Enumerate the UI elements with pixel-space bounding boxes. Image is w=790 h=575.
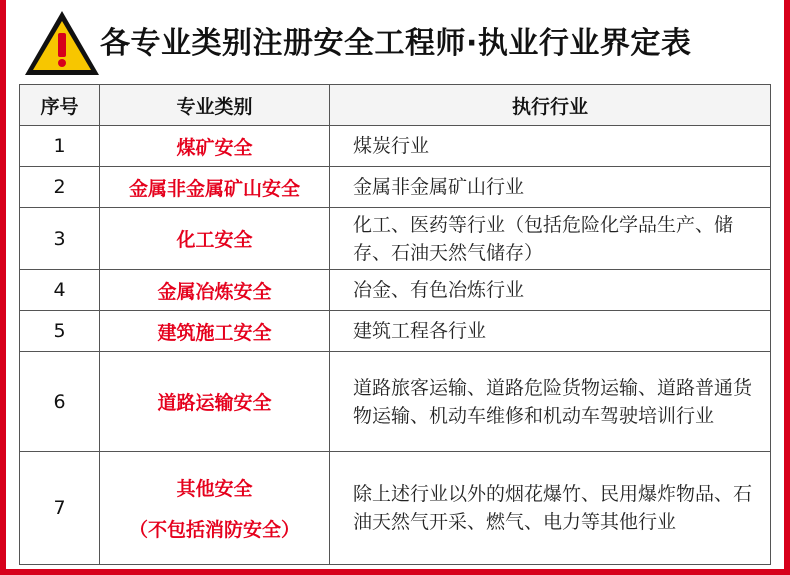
header-industry: 执行行业 <box>330 85 771 126</box>
row-category-cell <box>100 452 330 565</box>
row-industry: 金属非金属矿山行业 <box>330 167 771 208</box>
row-industry: 除上述行业以外的烟花爆竹、民用爆炸物品、石油天然气开采、燃气、电力等其他行业 <box>330 452 771 565</box>
row-category: 金属非金属矿山安全 <box>100 167 330 208</box>
row-category: 金属冶炼安全 <box>100 270 330 311</box>
table-row <box>20 311 771 352</box>
row-category: 煤矿安全 <box>100 126 330 167</box>
table-row <box>20 452 771 565</box>
row-no: 7 <box>20 452 100 565</box>
row-no: 4 <box>20 270 100 311</box>
row-no: 2 <box>20 167 100 208</box>
row-no: 6 <box>20 352 100 452</box>
industry-table <box>19 84 771 565</box>
warning-triangle-icon <box>22 8 102 78</box>
table-row <box>20 270 771 311</box>
row-industry: 建筑工程各行业 <box>330 311 771 352</box>
row-industry: 冶金、有色冶炼行业 <box>330 270 771 311</box>
row-category-note: （不包括消防安全） <box>128 519 300 541</box>
row-category: 化工安全 <box>100 208 330 270</box>
table-row <box>20 126 771 167</box>
row-category: 其他安全 <box>176 478 253 500</box>
table-row <box>20 167 771 208</box>
row-category: 道路运输安全 <box>100 352 330 452</box>
table-header-row <box>20 85 771 126</box>
row-no: 1 <box>20 126 100 167</box>
header-category: 专业类别 <box>100 85 330 126</box>
page-title: 各专业类别注册安全工程师·执业行业界定表 <box>100 26 692 61</box>
row-no: 5 <box>20 311 100 352</box>
row-industry: 煤炭行业 <box>330 126 771 167</box>
row-industry: 化工、医药等行业（包括危险化学品生产、储存、石油天然气储存） <box>330 208 771 270</box>
row-industry: 道路旅客运输、道路危险货物运输、道路普通货物运输、机动车维修和机动车驾驶培训行业 <box>330 352 771 452</box>
table-row <box>20 352 771 452</box>
header-no: 序号 <box>20 85 100 126</box>
row-category: 建筑施工安全 <box>100 311 330 352</box>
row-no: 3 <box>20 208 100 270</box>
table-row <box>20 208 771 270</box>
